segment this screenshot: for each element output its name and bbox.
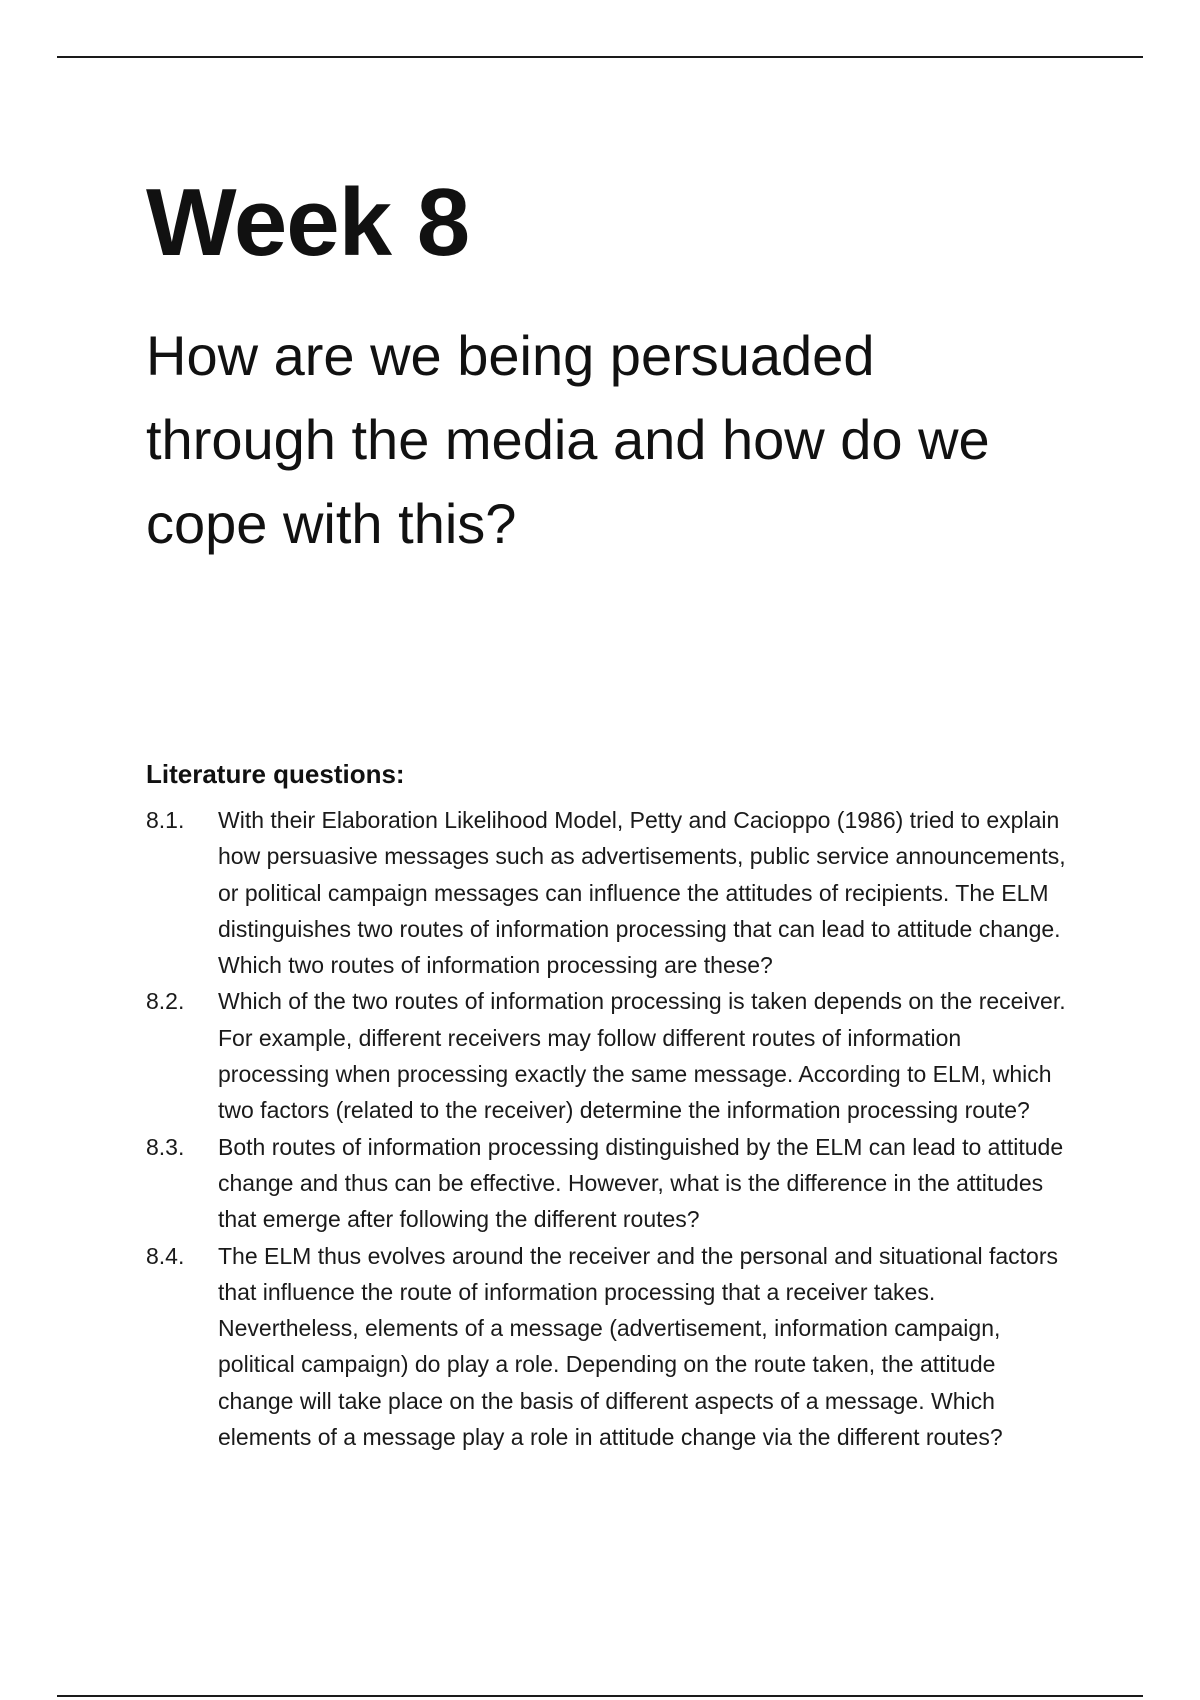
question-text: Which of the two routes of information processing is taken depends on the receiver. For example, different receivers may follow different routes of information processing when processing exactly the same message. According to ELM, which two factors (related to the receiver) determine the information processing route? xyxy=(218,988,1066,1124)
question-number: 8.4. xyxy=(146,1242,185,1269)
question-number: 8.2. xyxy=(146,988,185,1015)
literature-questions-heading: Literature questions: xyxy=(146,759,405,789)
question-number: 8.1. xyxy=(146,807,185,833)
question-item xyxy=(146,1238,1076,1456)
question-text: The ELM thus evolves around the receiver and the personal and situational factors that influence the route of information processing that a receiver takes. Nevertheless, elements of a message (advertisement, information campaign, political campaign) do play a role. Depending on the route taken, the attitude change will take place on the basis of different aspects of a message. Which elements of a message play a role in attitude change via the different routes? xyxy=(218,1242,1058,1451)
question-item xyxy=(146,983,1076,1128)
question-item xyxy=(146,1129,1076,1238)
question-item xyxy=(146,802,1076,983)
question-text: With their Elaboration Likelihood Model, Petty and Cacioppo (1986) tried to explain how persuasive messages such as advertisements, public service announcements, or political campaign messages can influence the attitudes of recipients. The ELM distinguishes two routes of information processing that can lead to attitude change. Which two routes of information processing are these? xyxy=(218,807,1066,979)
bottom-divider xyxy=(57,1695,1143,1697)
question-text: Both routes of information processing distinguished by the ELM can lead to attitude change and thus can be effective. However, what is the difference in the attitudes that emerge after following the different routes? xyxy=(218,1133,1064,1233)
question-list xyxy=(146,802,1076,1455)
question-number: 8.3. xyxy=(146,1133,185,1160)
page-title: Week 8 xyxy=(146,169,470,276)
page-subtitle: How are we being persuaded through the media and how do we cope with this? xyxy=(146,324,990,555)
top-divider xyxy=(57,56,1143,58)
